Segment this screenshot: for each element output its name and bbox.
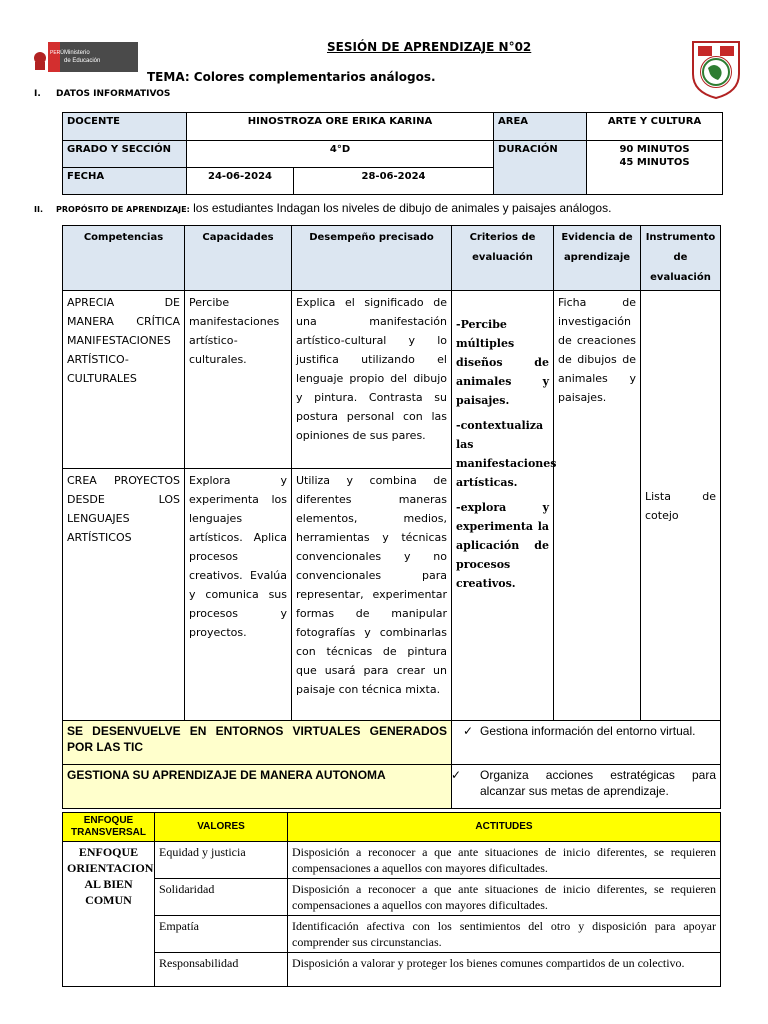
- criterio-3: -explora y experimenta la aplicación de procesos creativos.: [456, 501, 549, 590]
- enfoque-table: [62, 812, 721, 987]
- competencia-crea: CREA PROYECTOS DESDE LOS LENGUAJES ARTÍSTICOS: [63, 469, 185, 721]
- actitud-solidaridad: Disposición a reconocer a que ante situaciones de inicio diferentes, se requieren compensaciones a aquellos con mayores dificultades.: [288, 879, 721, 916]
- actitud-empatia: Identificación afectiva con los sentimientos del otro y disposición para apoyar comprender sus circunstancias.: [288, 916, 721, 953]
- header-capacidades: Capacidades: [185, 226, 292, 291]
- capacidad-explora: Explora y experimenta los lenguajes artísticos. Aplica procesos creativos. Evalúa y comunica sus procesos y proyectos.: [185, 469, 292, 721]
- docente-label: DOCENTE: [63, 113, 187, 141]
- desempeno-explica: Explica el significado de una manifestación artístico-cultural y lo justifica utilizando el lenguaje propio del dibujo y pintura. Contrasta su postura personal con las opiniones de sus pares.: [292, 291, 452, 469]
- competencia-tic: SE DESENVUELVE EN ENTORNOS VIRTUALES GENERADOS POR LAS TIC: [63, 721, 452, 765]
- section-proposito: II. PROPÓSITO DE APRENDIZAJE: los estudiantes Indagan los niveles de dibujo de animales y paisajes análogos.: [34, 201, 612, 215]
- duracion-label: DURACIÓN: [494, 141, 587, 195]
- header-enfoque: ENFOQUE TRANSVERSAL: [63, 813, 155, 842]
- competencia-aprecia: APRECIA DE MANERA CRÍTICA MANIFESTACIONES ARTÍSTICO-CULTURALES: [63, 291, 185, 469]
- fecha-1: 24-06-2024: [187, 168, 294, 195]
- header-desempeno: Desempeño precisado: [292, 226, 452, 291]
- area-value: ARTE Y CULTURA: [587, 113, 723, 141]
- duracion-value: 90 MINUTOS 45 MINUTOS: [587, 141, 723, 195]
- header-instrumento: Instrumento de evaluación: [641, 226, 721, 291]
- criterio-2: -contextualiza las manifestaciones artísticas.: [456, 419, 557, 489]
- header-evidencia: Evidencia de aprendizaje: [554, 226, 641, 291]
- competencias-table: [62, 225, 721, 809]
- docente-value: HINOSTROZA ORE ERIKA KARINA: [187, 113, 494, 141]
- header-competencias: Competencias: [63, 226, 185, 291]
- criterios-evaluacion: [452, 291, 557, 721]
- valor-responsabilidad: Responsabilidad: [155, 953, 288, 987]
- fecha-label: FECHA: [63, 168, 187, 195]
- svg-text:Ministerio: Ministerio: [64, 50, 90, 56]
- actitud-equidad: Disposición a reconocer a que ante situaciones de inicio diferentes, se requieren compensaciones a aquellos con mayores dificultades.: [288, 842, 721, 879]
- criterio-1: -Percibe múltiples diseños de animales y paisajes.: [456, 318, 549, 407]
- competencia-autonoma: GESTIONA SU APRENDIZAJE DE MANERA AUTONOMA: [63, 765, 452, 809]
- desempeno-autonoma: ✓ Organiza acciones estratégicas para alcanzar sus metas de aprendizaje.: [452, 765, 721, 809]
- valor-equidad: Equidad y justicia: [155, 842, 288, 879]
- school-crest-logo: [690, 38, 742, 100]
- info-table: [62, 112, 723, 195]
- valor-solidaridad: Solidaridad: [155, 879, 288, 916]
- instrumento-evaluacion: Lista de cotejo: [641, 291, 721, 721]
- session-title: SESIÓN DE APRENDIZAJE N°02: [327, 40, 532, 54]
- desempeno-tic: ✓ Gestiona información del entorno virtual.: [452, 721, 721, 765]
- area-label: AREA: [494, 113, 587, 141]
- check-icon: [456, 768, 480, 782]
- check-icon: [456, 724, 480, 738]
- header-valores: VALORES: [155, 813, 288, 842]
- grado-label: GRADO Y SECCIÓN: [63, 141, 187, 168]
- actitud-responsabilidad: Disposición a valorar y proteger los bienes comunes compartidos de un colectivo.: [288, 953, 721, 987]
- proposito-text: los estudiantes Indagan los niveles de dibujo de animales y paisajes análogos.: [193, 201, 612, 215]
- evidencia-aprendizaje: Ficha de investigación de creaciones de dibujos de animales y paisajes.: [554, 291, 641, 721]
- grado-value: 4°D: [187, 141, 494, 168]
- fecha-2: 28-06-2024: [294, 168, 494, 195]
- minedu-logo: [32, 40, 140, 76]
- enfoque-name: ENFOQUE ORIENTACION AL BIEN COMUN: [63, 842, 155, 987]
- svg-text:PERÚ: PERÚ: [50, 50, 64, 56]
- valor-empatia: Empatía: [155, 916, 288, 953]
- header-criterios: Criterios de evaluación: [452, 226, 554, 291]
- section-datos-informativos: I. DATOS INFORMATIVOS: [34, 89, 171, 99]
- header-actitudes: ACTITUDES: [288, 813, 721, 842]
- desempeno-utiliza: Utiliza y combina de diferentes maneras elementos, medios, herramientas y técnicas convencionales y no convencionales para representar, experimentar formas de manipular fotografías y combinarlas con técnicas de pintura que usará para crear un paisaje con técnica mixta.: [292, 469, 452, 721]
- session-tema: TEMA: Colores complementarios análogos.: [147, 70, 436, 84]
- capacidad-percibe: Percibe manifestaciones artístico-culturales.: [185, 291, 292, 469]
- svg-text:de Educación: de Educación: [64, 58, 101, 64]
